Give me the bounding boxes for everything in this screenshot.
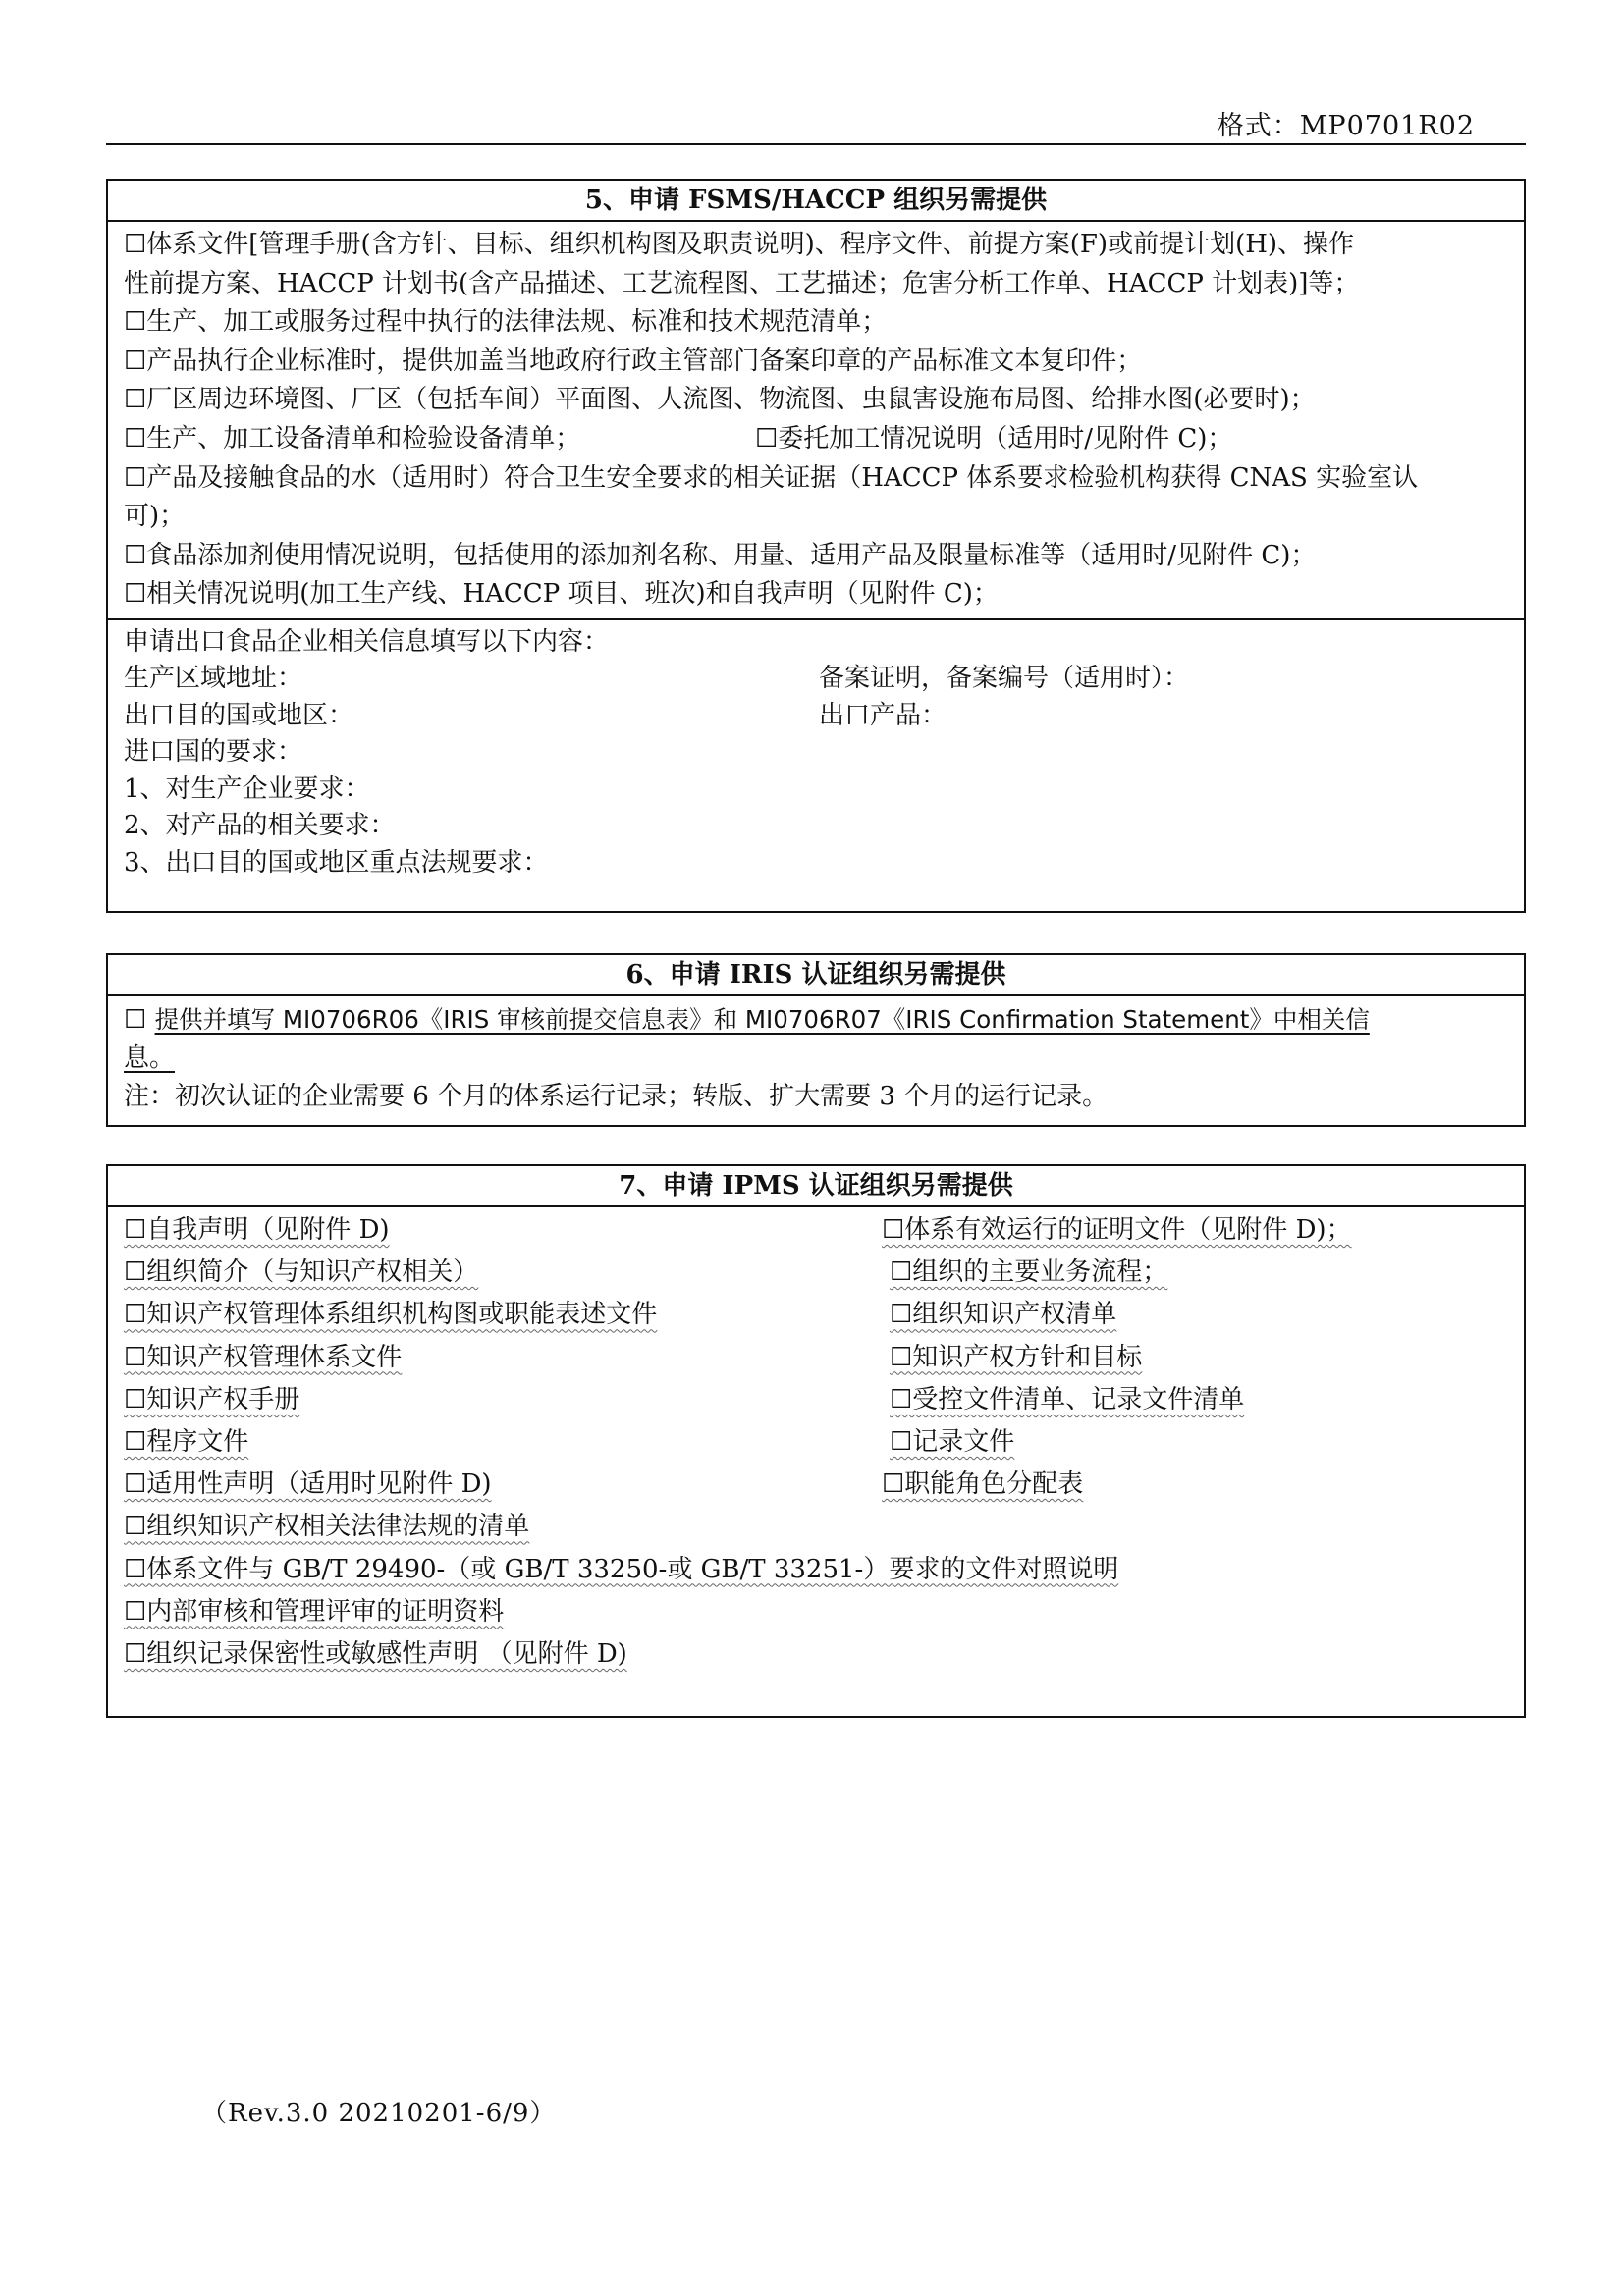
fsms-item-water-evidence-cont: 可)； (124, 502, 186, 532)
ipms-item-laws (124, 1506, 1510, 1548)
section-iris (106, 953, 1526, 1127)
fsms-item-equipment-list: ☐生产、加工设备清单和检验设备清单； (124, 423, 581, 454)
ipms-item-policy-objectives: ☐知识产权方针和目标 (890, 1342, 1143, 1372)
ipms-row (124, 1464, 1510, 1506)
fsms-item-water-evidence: ☐产品及接触食品的水（适用时）符合卫生安全要求的相关证据（HACCP 体系要求检验机构获得 CNAS 实验室认 (124, 462, 1419, 493)
ipms-item-laws-text: ☐组织知识产权相关法律法规的清单 (124, 1512, 530, 1542)
requirement-producer: 1、对生产企业要求： (124, 774, 370, 804)
iris-forms-text: 提供并填写 MI0706R06《IRIS 审核前提交信息表》和 MI0706R07《IRIS Confirmation Statement》中相关信 (154, 1005, 1370, 1034)
ipms-item-org-intro: ☐组织简介（与知识产权相关） (124, 1257, 479, 1288)
iris-forms-text-cont: 息。 (124, 1043, 176, 1073)
ipms-item-procedures: ☐程序文件 (124, 1426, 249, 1457)
ipms-row (124, 1252, 1510, 1294)
ipms-item-controlled-docs: ☐受控文件清单、记录文件清单 (890, 1384, 1245, 1415)
section-fsms-title: 5、申请 FSMS/HACCP 组织另需提供 (108, 181, 1524, 222)
ipms-row (124, 1337, 1510, 1379)
export-pair-address (124, 661, 1510, 698)
ipms-item-confidentiality-text: ☐组织记录保密性或敏感性声明 （见附件 D) (124, 1638, 627, 1669)
ipms-item-comparison (124, 1549, 1510, 1591)
ipms-item-ip-list: ☐组织知识产权清单 (890, 1300, 1117, 1330)
fsms-item-laws: ☐生产、加工或服务过程中执行的法律法规、标准和技术规范清单； (124, 307, 888, 338)
fsms-item-enterprise-standard: ☐产品执行企业标准时，提供加盖当地政府行政主管部门备案印章的产品标准文本复印件； (124, 346, 1143, 376)
export-info-block (108, 618, 1524, 886)
ipms-item-ip-manual: ☐知识产权手册 (124, 1384, 300, 1415)
requirement-regulations: 3、出口目的国或地区重点法规要求： (124, 847, 549, 878)
ipms-item-records: ☐记录文件 (890, 1426, 1015, 1457)
ipms-item-roles: ☐职能角色分配表 (882, 1469, 1084, 1500)
iris-item-forms (124, 1000, 1510, 1040)
section-fsms-haccp (106, 179, 1526, 913)
ipms-item-system-docs: ☐知识产权管理体系文件 (124, 1342, 403, 1372)
section-ipms-title: 7、申请 IPMS 认证组织另需提供 (108, 1166, 1524, 1207)
ipms-item-business-process: ☐组织的主要业务流程； (890, 1257, 1168, 1288)
fsms-item-additives: ☐食品添加剂使用情况说明，包括使用的添加剂名称、用量、适用产品及限量标准等（适用时/见附件 C)； (124, 540, 1317, 570)
header-rule (106, 143, 1526, 145)
ipms-item-org-chart: ☐知识产权管理体系组织机构图或职能表述文件 (124, 1300, 658, 1330)
export-product-label: 出口产品： (819, 700, 947, 730)
iris-note: 注：初次认证的企业需要 6 个月的体系运行记录；转版、扩大需要 3 个月的运行记录。 (124, 1082, 1109, 1111)
section-ipms (106, 1164, 1526, 1718)
ipms-item-self-declaration: ☐自我声明（见附件 D) (124, 1215, 390, 1245)
import-requirements-label: 进口国的要求： (124, 737, 303, 768)
section-fsms-list (108, 222, 1524, 618)
section-iris-title: 6、申请 IRIS 认证组织另需提供 (108, 955, 1524, 996)
ipms-row (124, 1209, 1510, 1252)
export-pair-destination (124, 698, 1510, 735)
record-cert-label: 备案证明，备案编号（适用时）： (819, 664, 1190, 694)
fsms-item-plant-maps: ☐厂区周边环境图、厂区（包括车间）平面图、人流图、物流图、虫鼠害设施布局图、给排水图(必要时)； (124, 385, 1316, 415)
footer-revision: （Rev.3.0 20210201-6/9） (201, 2099, 557, 2128)
fsms-item-system-docs-cont: 性前提方案、HACCP 计划书(含产品描述、工艺流程图、工艺描述；危害分析工作单、HACCP 计划表)]等； (124, 268, 1360, 298)
ipms-item-effective-operation: ☐体系有效运行的证明文件（见附件 D)； (882, 1215, 1352, 1245)
section-iris-list (108, 996, 1524, 1120)
requirement-product: 2、对产品的相关要求： (124, 811, 396, 841)
ipms-row (124, 1379, 1510, 1421)
iris-item-forms-cont (124, 1040, 1510, 1078)
fsms-item-declaration: ☐相关情况说明(加工生产线、HACCP 项目、班次)和自我声明（见附件 C)； (124, 579, 999, 610)
fsms-item-outsourcing: ☐委托加工情况说明（适用时/见附件 C)； (755, 423, 1233, 454)
fsms-item-pair-equipment (124, 420, 1510, 459)
ipms-item-confidentiality (124, 1633, 1510, 1676)
export-intro: 申请出口食品企业相关信息填写以下内容： (124, 626, 610, 657)
production-address-label: 生产区域地址： (124, 664, 303, 694)
format-code: 格式：MP0701R02 (1217, 111, 1475, 141)
ipms-item-audit-review (124, 1591, 1510, 1633)
export-destination-label: 出口目的国或地区： (124, 700, 354, 730)
ipms-item-audit-review-text: ☐内部审核和管理评审的证明资料 (124, 1596, 505, 1627)
ipms-item-applicability: ☐适用性声明（适用时见附件 D) (124, 1469, 492, 1500)
ipms-item-comparison-text: ☐体系文件与 GB/T 29490-（或 GB/T 33250-或 GB/T 33251-）要求的文件对照说明 (124, 1554, 1119, 1584)
ipms-row (124, 1421, 1510, 1464)
ipms-row (124, 1294, 1510, 1336)
iris-checkbox: ☐ (124, 1005, 155, 1035)
section-ipms-list (108, 1207, 1524, 1680)
fsms-item-system-docs: ☐体系文件[管理手册(含方针、目标、组织机构图及职责说明)、程序文件、前提方案(F)或前提计划(H)、操作 (124, 230, 1355, 259)
